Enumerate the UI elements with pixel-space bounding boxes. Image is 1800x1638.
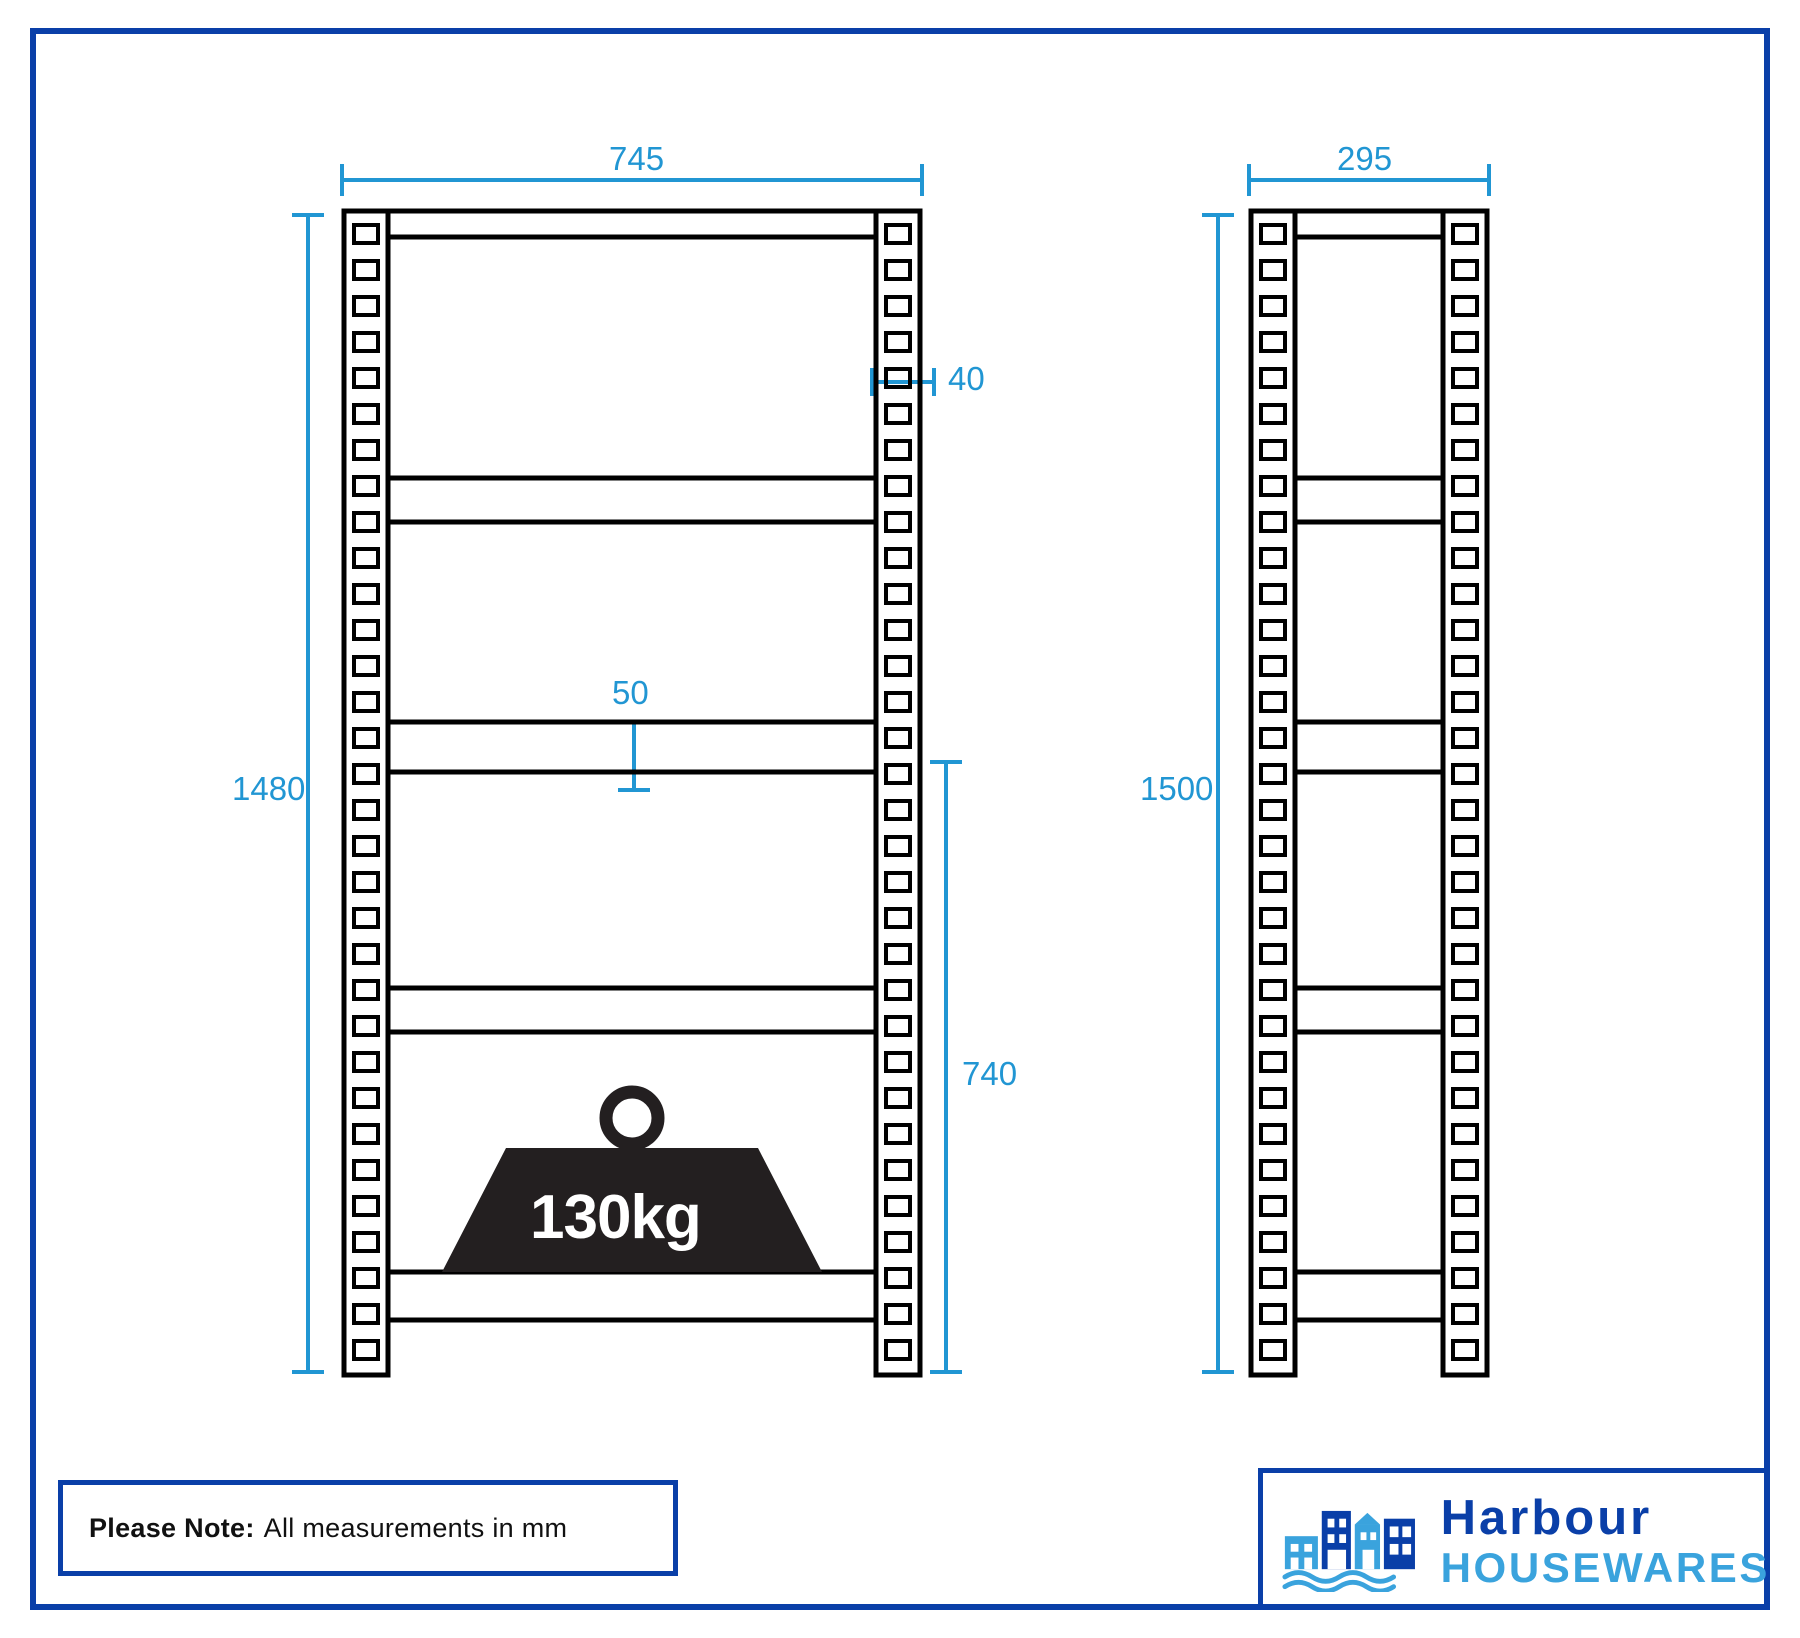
dim-label-overall-height: 1480 (232, 770, 306, 807)
note-box (58, 1480, 678, 1576)
left-upright-slots (354, 225, 378, 1359)
harbour-houses-icon (1281, 1492, 1427, 1592)
brand-line-2: HOUSEWARES (1440, 1544, 1770, 1591)
side-left-upright-slots (1261, 225, 1285, 1359)
dim-label-depth: 295 (1337, 140, 1393, 177)
dim-label-lower-height: 740 (962, 1055, 1018, 1092)
brand-text (1440, 1491, 1770, 1591)
note-strong-label: Please Note: (89, 1512, 255, 1543)
dim-shelf-50 (618, 722, 650, 790)
right-upright-slots (886, 225, 910, 1359)
load-capacity-label: 130kg (530, 1183, 701, 1252)
dim-upright-40 (872, 368, 934, 396)
dim-label-upright-width: 40 (948, 360, 985, 397)
dim-label-shelf-thickness: 50 (612, 674, 649, 711)
dim-label-width: 745 (609, 140, 665, 177)
dim-label-side-height: 1500 (1140, 770, 1214, 807)
dim-height-740 (930, 762, 962, 1372)
note-text: All measurements in mm (263, 1512, 568, 1543)
brand-line-1: Harbour (1440, 1491, 1653, 1545)
side-view-group (1202, 164, 1489, 1375)
brand-logo (1258, 1468, 1770, 1610)
side-right-upright-slots (1453, 225, 1477, 1359)
